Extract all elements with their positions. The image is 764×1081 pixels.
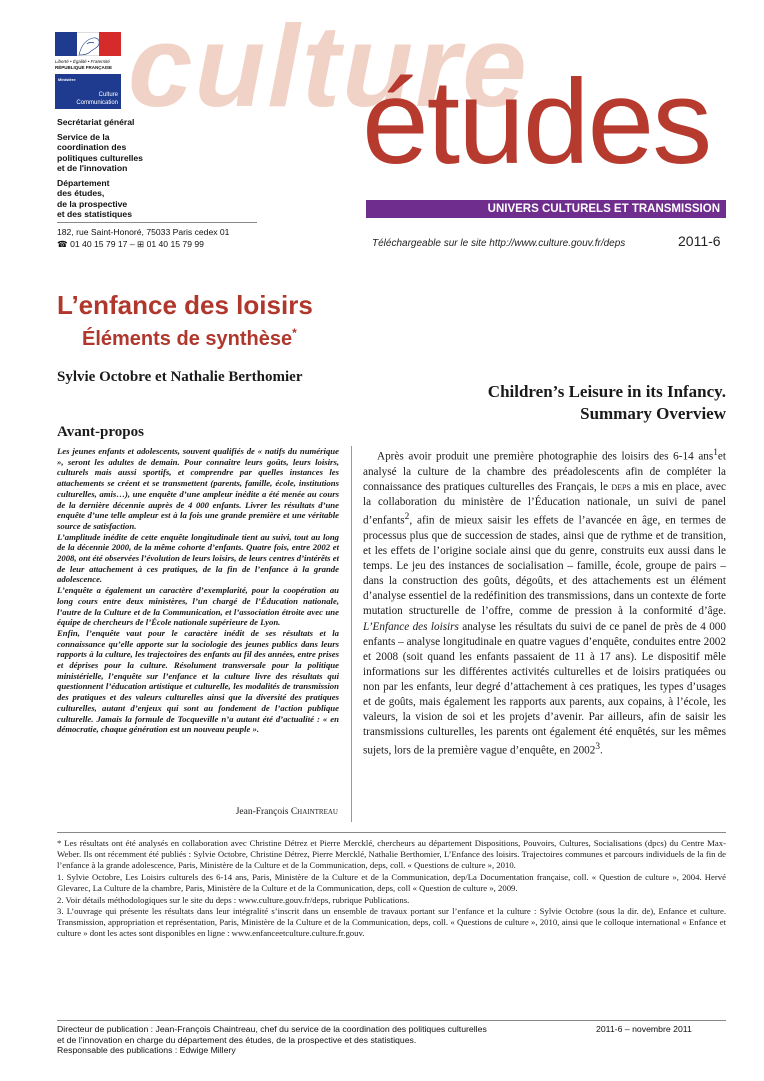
service-line: politiques culturelles — [57, 152, 143, 163]
footer-line: Directeur de publication : Jean-François Chaintreau, chef du service de la coordination des politiques culturelles — [57, 1024, 487, 1034]
logo-republic: RÉPUBLIQUE FRANÇAISE — [55, 65, 113, 70]
logo-ministry-box — [55, 74, 121, 109]
footnote-ref: 3 — [595, 742, 601, 753]
authors: Sylvie Octobre et Nathalie Berthomier — [57, 369, 303, 385]
footnote: 3. L’ouvrage qui présente les résultats dans leur intégralité s’inscrit dans un ensemble de travaux portant sur l’enfance et la culture : Sylvie Octobre (sous la dir. de), Enfance et culture. Transmission, appropriation et représentation, Paris, Ministère de la Culture et de la Communication, deps, coll. « Questions de culture », 2010, ainsi que le colloque international « Enfance et culture » dont les actes sont disponibles en ligne : www.enfanceetculture.culture.fr.gouv. — [57, 906, 726, 939]
contact-block — [57, 226, 229, 250]
logo-motto: Liberté • Égalité • Fraternité — [55, 59, 110, 64]
issue-number: 2011-6 — [678, 233, 721, 249]
department-line: Département — [57, 177, 110, 188]
service-line: et de l'innovation — [57, 163, 128, 173]
department-line: et des statistiques — [57, 209, 132, 219]
summary-part: et analysé la culture de la chambre des préadolescents afin de compléter la connaissance des pratiques culturelles des Français, le — [363, 450, 726, 493]
logo-ministry: Ministère — [58, 77, 76, 82]
footnotes — [57, 838, 726, 940]
address: 182, rue Saint-Honoré, 75033 Paris cedex 01 — [57, 227, 230, 237]
footnote: 2. Voir détails méthodologiques sur le site du deps : www.culture.gouv.fr/deps, rubrique Publications. — [57, 894, 410, 905]
masthead-culture: culture — [128, 1, 529, 131]
footer-line: Responsable des publications : Edwige Millery — [57, 1045, 236, 1055]
foreword-paragraph: Enfin, l’enquête vaut pour le caractère inédit de ses résultats et la connaissance qu’elle apporte sur la sociologie des jeunes publics dans leurs rapports à la culture, les trajectoires des enfants au fil des années, entre prises et déprises pour la culture. Résolument transversale pour la politique ministérielle, l’enquête sur l’enfance et la culture livre des résultats qui questionnent l’éducation artistique et culturelle, les modalités de transmission des pratiques et des valeurs culturelles ainsi que la diversité des pratiques culturelles, autant d’enjeux qui sont au fondement de l’action publique culturelle. Jamais la formule de Tocqueville n’a autant été d’actualité : « en démocratie, chaque génération est un nouveau peuple ». — [57, 627, 339, 735]
footnote: 1. Sylvie Octobre, Les Loisirs culturels des 6-14 ans, Paris, Ministère de la Culture et de la Communication, dep/La Documentation française, coll. « Question de culture », 2004. Hervé Glevarec, La Culture de la chambre, Paris, Ministère de la Culture et de la Communication, deps, coll « Question de culture », 2009. — [57, 871, 726, 893]
foreword-text — [57, 446, 339, 735]
header-divider — [57, 222, 257, 223]
footnote: * Les résultats ont été analysés en collaboration avec Christine Détrez et Pierre Mercklé, chercheurs au département Dispositions, Pouvoirs, Cultures, Socialisations (dpcs) du Centre Max-Weber. Ils ont récemment été publiés : Sylvie Octobre, Christine Détrez, Pierre Mercklé, Nathalie Berthomier, L’Enfance des loisirs. Trajectoires communes et parcours individuels de la fin de l’enfance à la grande adolescence, Paris, Ministère de la Culture et de la Communication, deps, coll. « Questions de culture », 2010. — [57, 838, 726, 870]
footer-line: et de l’innovation en charge du département des études, de la prospective et des statistiques. — [57, 1034, 417, 1045]
signature-last: Chaintreau — [290, 807, 338, 817]
ministry-logo — [55, 32, 121, 109]
foreword-heading: Avant-propos — [57, 424, 144, 440]
footer-divider — [57, 1020, 726, 1021]
subtitle-footnote-mark: * — [292, 326, 297, 340]
logo-culture: Culture — [98, 92, 118, 98]
page-subtitle — [82, 326, 297, 351]
foreword-paragraph: L’enquête a également un caractère d’exemplarité, pour la coopération au long cours entre deux ministères, l’un chargé de l’Éducation nationale, l’autre de la Culture et de la Communication, et l’association étroite avec une équipe de chercheurs de l’École nationale supérieure de Lyon. — [57, 585, 339, 628]
service-line: Service de la — [57, 131, 110, 142]
foreword-paragraph: Les jeunes enfants et adolescents, souvent qualifiés de « natifs du numérique », seront les adultes de demain. Pour connaître leurs goûts, leurs loisirs, culturels mais aussi sportifs, et comprendre par quelles instances les attachements se créent et se transmettent (parents, famille, école, institutions culturelles, amis…), une enquête d’une ampleur inédite a été menée au cours de la dernière décennie auprès de 4 000 enfants. Livrer les résultats d’une enquête d’une telle ampleur est à la fois une grande première et une véritable source de satisfaction. — [57, 446, 339, 531]
english-title-line: Summary Overview — [580, 404, 726, 423]
summary-part: , afin de mieux saisir les effets de l’avancée en âge, en termes de processus plus que de succession de stades, ainsi que de rythme et de transition, et les effets de l’origine sociale ainsi que du genre, construits eux aussi dans le temps. Le jeu des instances de socialisation – famille, école, groupe de pairs – dans la construction des goûts, dégoûts, et des attachements est un élément d’analyse essentiel de la redéfinition des transmissions, dans un contexte de forte mutation structurelle de l’offre, comme de pression à la conformité d’âge. — [363, 514, 726, 618]
column-divider — [351, 446, 352, 822]
department-line: de la prospective — [57, 198, 128, 209]
english-title — [488, 381, 726, 425]
series-banner: UNIVERS CULTURELS ET TRANSMISSION — [366, 200, 726, 218]
download-note[interactable]: Téléchargeable sur le site http://www.culture.gouv.fr/deps — [372, 238, 626, 249]
footnote-ref: 1 — [713, 448, 718, 458]
page-title: L’enfance des loisirs — [57, 290, 313, 320]
summary-part: a mis en place, avec la collaboration du ministère de l’Éducation nationale, un suivi de panel d’enfants — [363, 480, 726, 527]
subtitle-text: Éléments de synthèse — [82, 328, 293, 350]
admin-block — [57, 117, 207, 220]
summary-part: analyse les résultats du suivi de ce panel de près de 4 000 enfants – analyse longitudinale en quatre vagues d’enquête, conduites entre 2002 et 2008 (soit quand les enfants passaient de 11 à 17 ans). Le dispositif mêle informations sur les différentes activités culturelles et de loisirs pratiquées ou non par les enfants, leur degré d’attachement à ces pratiques, les types d’usages et de goûts, mais également les rapports aux parents, aux copains, à l’école, les valeurs, la vision de soi et les projets d’avenir. Par ailleurs, afin de saisir les transmissions culturelles, les parents ont également été enquêtés, sur les mêmes sujets, lors de la première vague d’enquête, en 2002 — [363, 620, 726, 757]
department-line: des études, — [57, 188, 105, 198]
publication-footer — [57, 1024, 557, 1056]
summary-end: . — [600, 744, 603, 757]
service-line: coordination des — [57, 142, 127, 152]
phone-fax: ☎ 01 40 15 79 17 – ⊞ 01 40 15 79 99 — [57, 239, 204, 249]
notes-divider — [57, 832, 726, 833]
secretariat: Secrétariat général — [57, 117, 135, 127]
summary-part: Après avoir produit une première photographie des loisirs des 6-14 ans — [377, 450, 714, 463]
logo-communication: Communication — [76, 100, 118, 106]
footer-date: 2011-6 – novembre 2011 — [596, 1024, 692, 1034]
book-title: L’Enfance des loisirs — [363, 620, 459, 633]
foreword-signature — [200, 807, 338, 817]
summary-text — [363, 446, 726, 759]
marianne-icon — [73, 34, 103, 56]
masthead-etudes: études — [362, 55, 711, 189]
foreword-paragraph: L’amplitude inédite de cette enquête longitudinale tient au suivi, tout au long de la décennie 2000, de la même cohorte d’enfants. Quatre fois, entre 2002 et 2008, ont été observées l’évolution de leurs loisirs, de leurs centres d’intérêts et de leur attachement à ces pratiques, de la fin de l’enfance à la grande adolescence. — [57, 531, 339, 585]
signature-first: Jean-François — [235, 807, 289, 817]
english-title-line: Children’s Leisure in its Infancy. — [487, 382, 726, 401]
deps-acronym: deps — [611, 480, 631, 493]
footnote-ref: 2 — [404, 512, 410, 523]
